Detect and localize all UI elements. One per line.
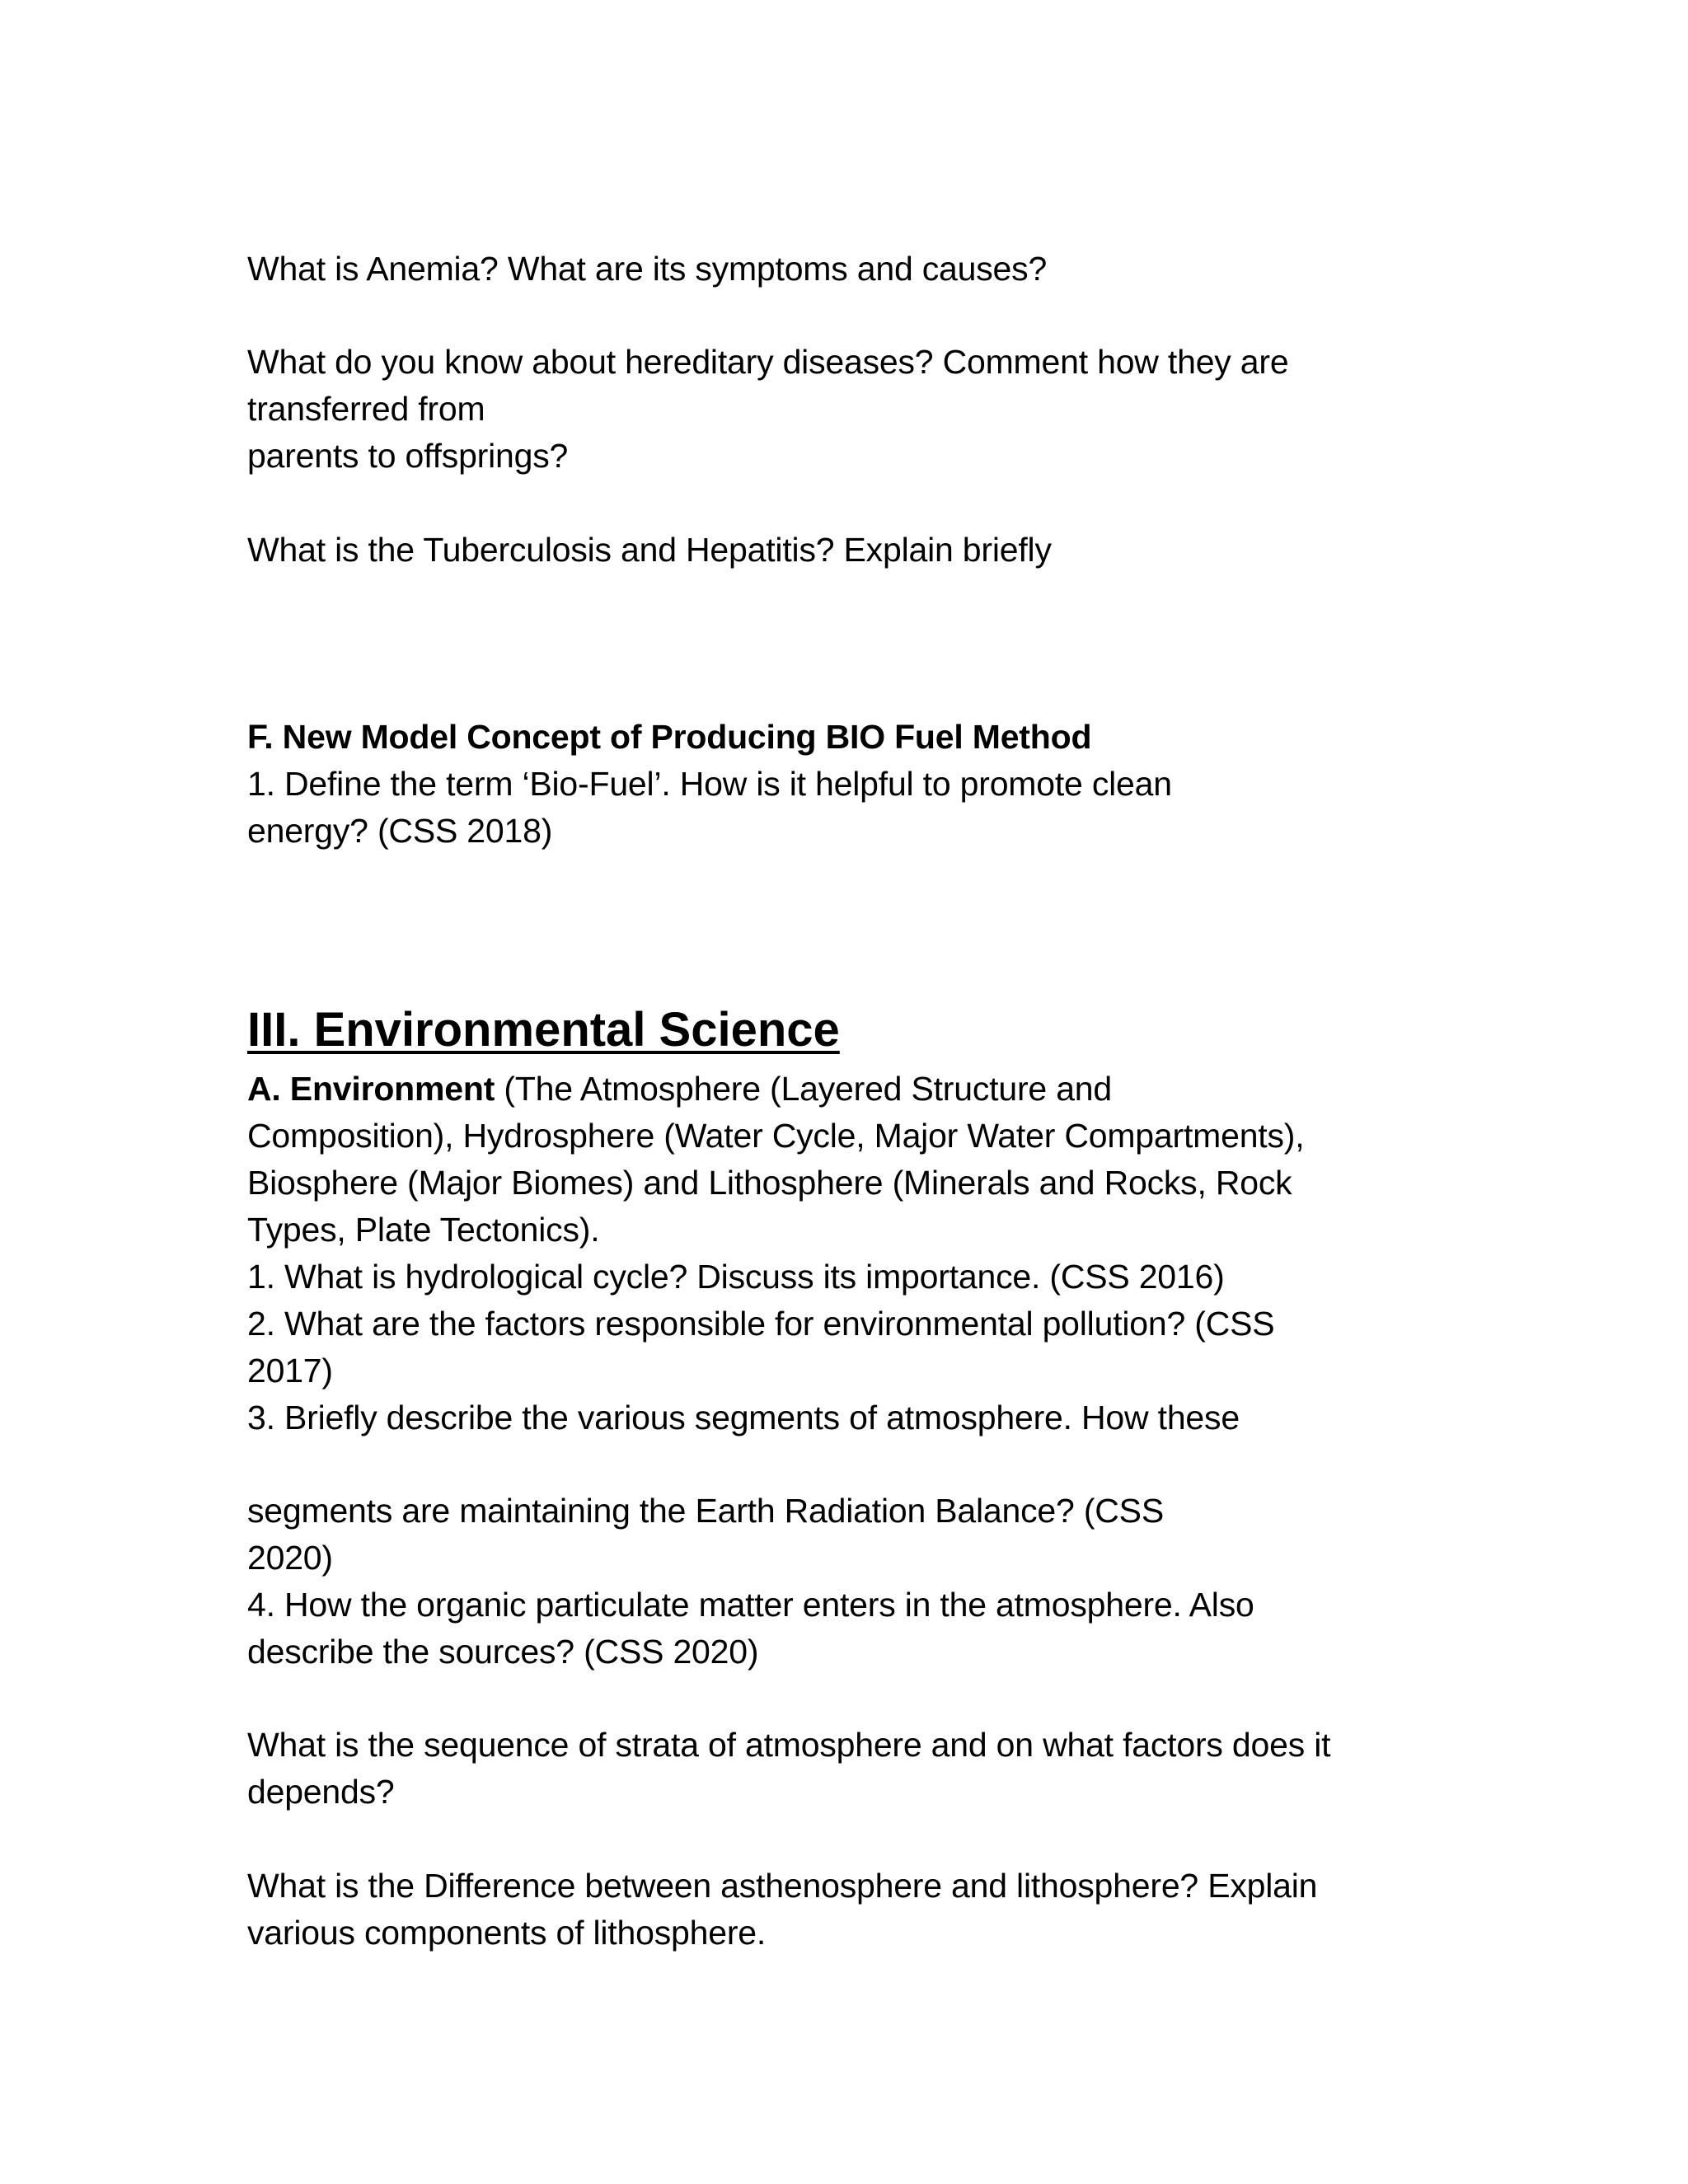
- subsection-a-question-2-line-1: 2. What are the factors responsible for environmental pollution? (CSS: [247, 1305, 1275, 1343]
- subsection-a-line-1: [247, 1066, 1112, 1113]
- question-anemia: What is Anemia? What are its symptoms and causes?: [247, 250, 1048, 288]
- subsection-a-desc-1: (The Atmosphere (Layered Structure and: [495, 1070, 1113, 1108]
- section-f-title: F. New Model Concept of Producing BIO Fuel Method: [247, 718, 1092, 756]
- question-lithosphere-line-2: various components of lithosphere.: [247, 1914, 767, 1952]
- question-strata-line-2: depends?: [247, 1773, 395, 1811]
- question-hereditary-line-1: What do you know about hereditary diseases? Comment how they are: [247, 343, 1289, 381]
- question-hereditary-line-3: parents to offsprings?: [247, 437, 569, 475]
- question-lithosphere-line-1: What is the Difference between asthenosphere and lithosphere? Explain: [247, 1867, 1318, 1905]
- subsection-a-question-1: 1. What is hydrological cycle? Discuss its importance. (CSS 2016): [247, 1258, 1225, 1296]
- question-tb-hepatitis: What is the Tuberculosis and Hepatitis? Explain briefly: [247, 531, 1052, 569]
- subsection-a-question-4-line-1: 4. How the organic particulate matter enters in the atmosphere. Also: [247, 1586, 1254, 1624]
- subsection-a-question-4-line-2: describe the sources? (CSS 2020): [247, 1633, 759, 1671]
- subsection-a-label: A. Environment: [247, 1070, 495, 1108]
- subsection-a-question-3-line-2: segments are maintaining the Earth Radiation Balance? (CSS: [247, 1492, 1164, 1530]
- question-hereditary-line-2: transferred from: [247, 390, 485, 428]
- question-strata-line-1: What is the sequence of strata of atmosphere and on what factors does it: [247, 1726, 1331, 1764]
- section-f-question-1-line-2: energy? (CSS 2018): [247, 812, 553, 850]
- section-f-question-1-line-1: 1. Define the term ‘Bio-Fuel’. How is it helpful to promote clean: [247, 765, 1172, 803]
- subsection-a-question-2-line-2: 2017): [247, 1352, 333, 1390]
- subsection-a-desc-2: Composition), Hydrosphere (Water Cycle, Major Water Compartments),: [247, 1117, 1305, 1155]
- section-iii-heading: III. Environmental Science: [247, 1003, 840, 1057]
- subsection-a-desc-3: Biosphere (Major Biomes) and Lithosphere (Minerals and Rocks, Rock: [247, 1164, 1292, 1202]
- subsection-a-question-3-line-3: 2020): [247, 1539, 333, 1577]
- subsection-a-desc-4: Types, Plate Tectonics).: [247, 1211, 600, 1249]
- subsection-a-question-3-line-1: 3. Briefly describe the various segments of atmosphere. How these: [247, 1399, 1240, 1436]
